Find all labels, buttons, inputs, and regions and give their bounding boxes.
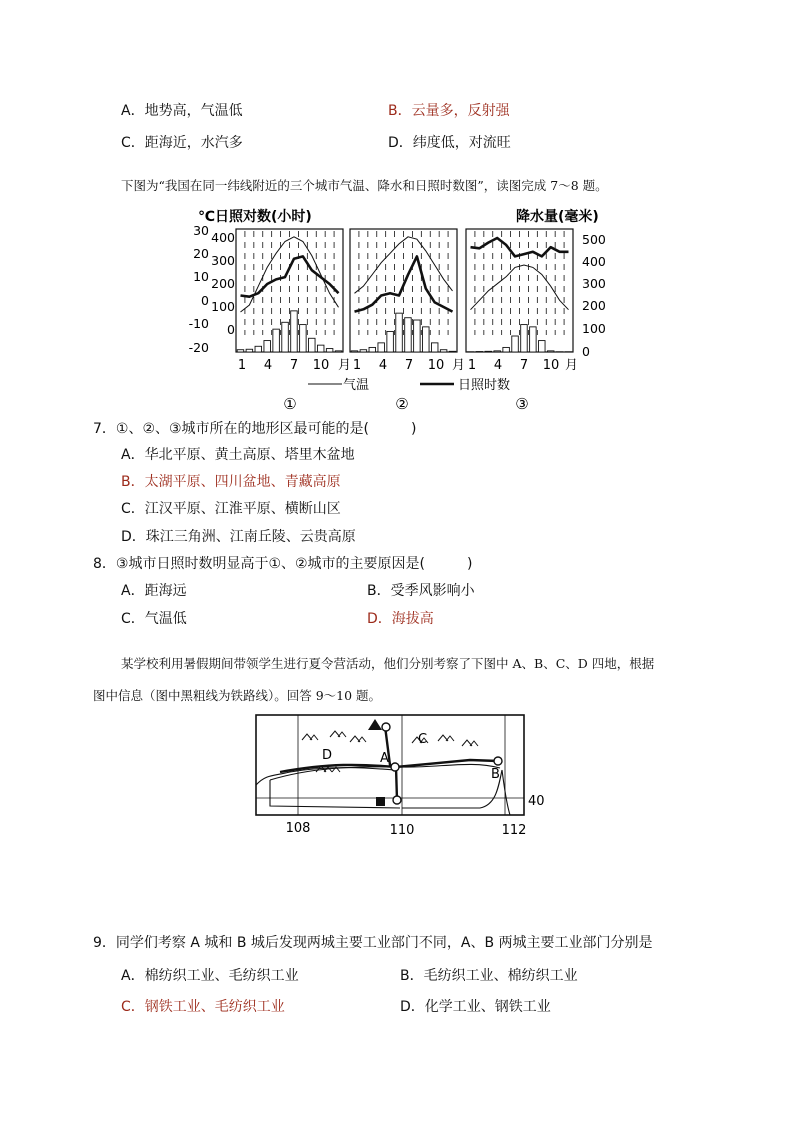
panel-2-precip-bar-4 bbox=[378, 343, 385, 352]
precip-tick-100: 100 bbox=[582, 321, 606, 336]
p2-month-unit: 月 bbox=[452, 358, 466, 373]
precip-tick-200: 200 bbox=[582, 298, 606, 313]
climate-chart bbox=[180, 203, 620, 413]
right-axis-title: 降水量(毫米) bbox=[516, 209, 599, 225]
river-outflow bbox=[502, 770, 510, 815]
p3-month-7: 7 bbox=[519, 358, 529, 373]
q6-option-c: C．距海近，水汽多 bbox=[121, 135, 243, 151]
panel-label-3: ③ bbox=[515, 395, 529, 413]
panel-2-precip-bar-1 bbox=[351, 351, 358, 352]
q7-option-a: A．华北平原、黄土高原、塔里木盆地 bbox=[121, 447, 355, 463]
precip-tick-500: 500 bbox=[582, 232, 606, 247]
precip-tick-0: 0 bbox=[582, 344, 590, 359]
precip-tick-400: 400 bbox=[582, 254, 606, 269]
panel-3-precip-bar-9 bbox=[539, 341, 546, 352]
triangle-symbol bbox=[368, 719, 382, 730]
panel-1-precip-bar-8 bbox=[300, 325, 307, 352]
panel-3-precip-bar-8 bbox=[530, 327, 537, 352]
p2-month-7: 7 bbox=[404, 358, 414, 373]
q8-option-b: B．受季风影响小 bbox=[367, 583, 475, 599]
square-symbol bbox=[376, 797, 385, 806]
q7-option-d: D．珠江三角洲、江南丘陵、云贵高原 bbox=[121, 529, 356, 545]
panel-1-precip-bar-12 bbox=[335, 351, 342, 352]
label-a: A bbox=[380, 751, 389, 766]
left-axis-title: ℃日照对数(小时) bbox=[198, 209, 312, 225]
p1-month-4: 4 bbox=[263, 358, 273, 373]
panel-1-precip-bar-2 bbox=[246, 349, 253, 352]
p3-month-unit: 月 bbox=[565, 358, 579, 373]
sun-tick-400: 400 bbox=[211, 230, 235, 245]
legend-temp-label: 气温 bbox=[343, 378, 370, 393]
panel-label-1: ① bbox=[283, 395, 297, 413]
q9-option-d: D．化学工业、钢铁工业 bbox=[400, 999, 551, 1015]
panel-1-precip-bar-11 bbox=[326, 349, 333, 352]
q8-stem: 8．③城市日照时数明显高于①、②城市的主要原因是( ) bbox=[93, 556, 473, 572]
city-a-marker bbox=[391, 763, 399, 771]
p2-month-1: 1 bbox=[352, 358, 362, 373]
temp-tick-20: 20 bbox=[193, 246, 209, 261]
lon-112: 112 bbox=[501, 823, 527, 838]
panel-1-precip-bar-10 bbox=[317, 345, 324, 352]
q7-option-c: C．江汉平原、江淮平原、横断山区 bbox=[121, 501, 341, 517]
p2-month-10: 10 bbox=[427, 358, 445, 373]
q9-option-a: A．棉纺织工业、毛纺织工业 bbox=[121, 968, 299, 984]
panel-3-precip-bar-10 bbox=[547, 351, 554, 352]
p2-month-4: 4 bbox=[378, 358, 388, 373]
panel-3-precip-bar-7 bbox=[521, 325, 528, 352]
city-south bbox=[393, 796, 401, 804]
panel-1-precip-bar-7 bbox=[291, 311, 298, 352]
q9-option-c: C．钢铁工业、毛纺织工业 bbox=[121, 999, 285, 1015]
panel-3-precip-bar-5 bbox=[503, 347, 510, 352]
panel-2-precip-bar-6 bbox=[396, 313, 403, 352]
lat-40: 40 bbox=[528, 794, 545, 809]
panel-2-precip-bar-3 bbox=[369, 347, 376, 352]
q9-option-b: B．毛纺织工业、棉纺织工业 bbox=[400, 968, 578, 984]
panel-1-precip-bar-9 bbox=[309, 338, 316, 352]
p1-month-unit: 月 bbox=[338, 358, 352, 373]
label-d: D bbox=[322, 748, 333, 763]
sun-tick-0: 0 bbox=[227, 322, 235, 337]
q7-option-b: B．太湖平原、四川盆地、青藏高原 bbox=[121, 474, 341, 490]
panel-label-2: ② bbox=[395, 395, 409, 413]
panel-2-precip-bar-5 bbox=[387, 331, 394, 352]
panel-1-precip-bar-6 bbox=[282, 322, 289, 352]
panel-3-precip-bar-3 bbox=[485, 351, 492, 352]
p3-month-1: 1 bbox=[467, 358, 477, 373]
map-intro-line1: 某学校利用暑假期间带领学生进行夏令营活动，他们分别考察了下图中 A、B、C、D 四地，根据 bbox=[121, 656, 655, 671]
panel-2-precip-bar-2 bbox=[360, 350, 367, 352]
legend-sun-label: 日照时数 bbox=[458, 378, 511, 393]
panel-1-precip-bar-5 bbox=[273, 329, 280, 352]
q6-option-d: D．纬度低，对流旺 bbox=[388, 135, 511, 151]
panel-3-precip-bar-4 bbox=[494, 351, 501, 352]
panel-2-precip-bar-9 bbox=[423, 327, 430, 352]
panel-2-precip-bar-7 bbox=[405, 318, 412, 352]
q6-option-b: B．云量多，反射强 bbox=[388, 103, 510, 119]
panel-1-precip-bar-1 bbox=[237, 350, 244, 352]
panel-1-precip-bar-4 bbox=[264, 341, 271, 352]
q6-option-a: A．地势高，气温低 bbox=[121, 103, 243, 119]
q7-stem: 7．①、②、③城市所在的地形区最可能的是( ) bbox=[93, 421, 417, 437]
p1-month-10: 10 bbox=[312, 358, 330, 373]
lon-108: 108 bbox=[285, 821, 311, 836]
p3-month-4: 4 bbox=[493, 358, 503, 373]
temp-tick-30: 30 bbox=[193, 223, 209, 238]
panel-2-precip-bar-8 bbox=[414, 320, 421, 352]
panel-3-precip-bar-6 bbox=[512, 336, 519, 352]
chart-intro: 下图为“我国在同一纬线附近的三个城市气温、降水和日照时数图”，读图完成 7～8 题。 bbox=[121, 178, 608, 193]
q8-option-c: C．气温低 bbox=[121, 611, 187, 627]
river-lower-right bbox=[402, 770, 502, 808]
q8-option-a: A．距海远 bbox=[121, 583, 187, 599]
panel-2-precip-bar-12 bbox=[449, 351, 456, 352]
city-north bbox=[382, 723, 390, 731]
q9-stem: 9．同学们考察 A 城和 B 城后发现两城主要工业部门不同，A、B 两城主要工业部门分别是 bbox=[93, 935, 653, 951]
q8-option-d: D．海拔高 bbox=[367, 611, 434, 627]
p1-month-7: 7 bbox=[289, 358, 299, 373]
p3-month-10: 10 bbox=[542, 358, 560, 373]
panel-2-precip-bar-10 bbox=[431, 343, 438, 352]
temp-tick-10: 10 bbox=[193, 269, 209, 284]
sun-tick-300: 300 bbox=[211, 253, 235, 268]
city-b-marker bbox=[494, 757, 502, 765]
label-c: C bbox=[418, 732, 428, 747]
sun-tick-200: 200 bbox=[211, 276, 235, 291]
temp-tick-minus10: -10 bbox=[188, 316, 209, 331]
sun-tick-100: 100 bbox=[211, 299, 235, 314]
temp-tick-0: 0 bbox=[201, 293, 209, 308]
p1-month-1: 1 bbox=[237, 358, 247, 373]
precip-tick-300: 300 bbox=[582, 276, 606, 291]
temp-tick-minus20: -20 bbox=[188, 340, 209, 355]
map-intro-line2: 图中信息（图中黑粗线为铁路线）。回答 9～10 题。 bbox=[93, 688, 382, 703]
panel-1-precip-bar-3 bbox=[255, 346, 262, 352]
lon-110: 110 bbox=[389, 823, 415, 838]
railway-map bbox=[240, 710, 550, 840]
label-b: B bbox=[491, 767, 500, 782]
panel-2-precip-bar-11 bbox=[440, 350, 447, 352]
